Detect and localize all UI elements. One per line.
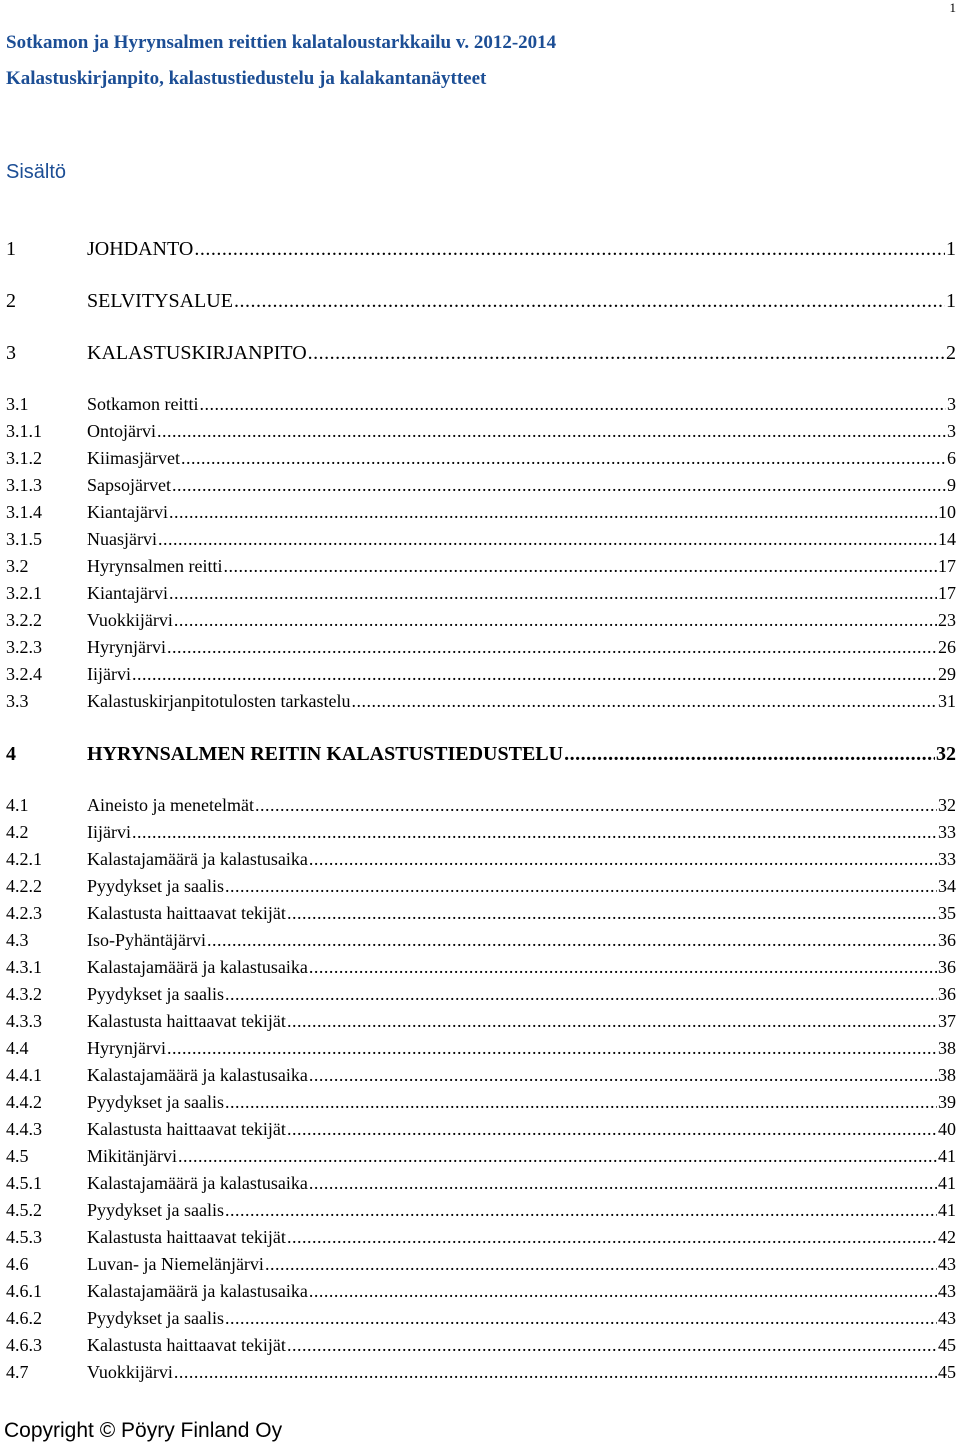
toc-entry-label: Hyrynsalmen reitti bbox=[87, 556, 223, 576]
toc-entry-label: Iijärvi bbox=[87, 822, 131, 842]
toc-dot-leader bbox=[287, 1119, 937, 1140]
toc-entry-number: 4.4.3 bbox=[6, 1119, 42, 1139]
toc-entry[interactable] bbox=[6, 930, 956, 951]
toc-entry-label: Kiimasjärvet bbox=[87, 448, 180, 468]
toc-entry-number: 3.2.3 bbox=[6, 637, 42, 657]
toc-entry-number: 4.3.2 bbox=[6, 984, 42, 1004]
toc-entry[interactable] bbox=[6, 664, 956, 685]
toc-entry[interactable] bbox=[6, 583, 956, 604]
toc-entry[interactable] bbox=[6, 637, 956, 658]
toc-entry-number: 1 bbox=[6, 238, 16, 260]
toc-entry-page: 32 bbox=[938, 795, 956, 815]
toc-entry-number: 3.1.4 bbox=[6, 502, 42, 522]
toc-entry-label: Kalastajamäärä ja kalastusaika bbox=[87, 1065, 308, 1085]
toc-entry-page: 35 bbox=[938, 903, 956, 923]
toc-entry-page: 38 bbox=[938, 1038, 956, 1058]
toc-entry-label: Mikitänjärvi bbox=[87, 1146, 177, 1166]
toc-entry[interactable] bbox=[6, 903, 956, 924]
toc-dot-leader bbox=[225, 1092, 937, 1113]
toc-dot-leader bbox=[172, 475, 946, 496]
toc-entry-page: 33 bbox=[938, 822, 956, 842]
toc-dot-leader bbox=[564, 743, 935, 766]
toc-entry-label: Hyrynjärvi bbox=[87, 1038, 166, 1058]
toc-dot-leader bbox=[132, 664, 937, 685]
toc-entry-page: 39 bbox=[938, 1092, 956, 1112]
toc-entry-number: 3.1.2 bbox=[6, 448, 42, 468]
toc-entry-page: 9 bbox=[947, 475, 956, 495]
toc-entry-number: 3.1.1 bbox=[6, 421, 42, 441]
toc-entry-page: 36 bbox=[938, 930, 956, 950]
toc-entry[interactable] bbox=[6, 1065, 956, 1086]
toc-dot-leader bbox=[167, 1038, 937, 1059]
toc-entry-number: 4.5.1 bbox=[6, 1173, 42, 1193]
toc-dot-leader bbox=[178, 1146, 937, 1167]
toc-entry-label: Kalastusta haittaavat tekijät bbox=[87, 903, 286, 923]
toc-entry-number: 3.2.1 bbox=[6, 583, 42, 603]
toc-dot-leader bbox=[194, 238, 945, 261]
toc-entry-number: 4.6.1 bbox=[6, 1281, 42, 1301]
toc-entry-number: 3.2 bbox=[6, 556, 29, 576]
toc-dot-leader bbox=[132, 822, 937, 843]
toc-entry-page: 33 bbox=[938, 849, 956, 869]
toc-entry-page: 17 bbox=[938, 583, 956, 603]
toc-dot-leader bbox=[255, 795, 937, 816]
toc-entry[interactable] bbox=[6, 1227, 956, 1248]
toc-entry-label: Pyydykset ja saalis bbox=[87, 984, 224, 1004]
toc-entry[interactable] bbox=[6, 342, 956, 365]
toc-entry[interactable] bbox=[6, 1200, 956, 1221]
toc-entry-number: 4 bbox=[6, 743, 16, 765]
toc-entry-label: Kalastusta haittaavat tekijät bbox=[87, 1119, 286, 1139]
toc-entry-page: 43 bbox=[938, 1281, 956, 1301]
toc-dot-leader bbox=[157, 421, 946, 442]
toc-entry-page: 17 bbox=[938, 556, 956, 576]
toc-entry-page: 14 bbox=[938, 529, 956, 549]
toc-entry-page: 40 bbox=[938, 1119, 956, 1139]
toc-entry-number: 4.6.2 bbox=[6, 1308, 42, 1328]
toc-entry-label: Kalastajamäärä ja kalastusaika bbox=[87, 849, 308, 869]
toc-entry-label: Pyydykset ja saalis bbox=[87, 1092, 224, 1112]
toc-entry[interactable] bbox=[6, 1011, 956, 1032]
toc-entry-label: Kalastusta haittaavat tekijät bbox=[87, 1011, 286, 1031]
toc-entry-page: 32 bbox=[936, 743, 956, 765]
toc-dot-leader bbox=[200, 394, 947, 415]
toc-dot-leader bbox=[309, 957, 937, 978]
toc-entry-label: Iijärvi bbox=[87, 664, 131, 684]
toc-entry-label: Kalastajamäärä ja kalastusaika bbox=[87, 1281, 308, 1301]
toc-entry-label: Sotkamon reitti bbox=[87, 394, 199, 414]
toc-entry-number: 4.2.3 bbox=[6, 903, 42, 923]
toc-entry[interactable] bbox=[6, 691, 956, 712]
toc-entry[interactable] bbox=[6, 822, 956, 843]
toc-entry-page: 23 bbox=[938, 610, 956, 630]
toc-entry[interactable] bbox=[6, 475, 956, 496]
toc-entry-label: Vuokkijärvi bbox=[87, 610, 173, 630]
toc-dot-leader bbox=[287, 1011, 937, 1032]
toc-entry-number: 4.1 bbox=[6, 795, 29, 815]
toc-entry-page: 26 bbox=[938, 637, 956, 657]
toc-entry-number: 4.6 bbox=[6, 1254, 29, 1274]
toc-entry-label: Vuokkijärvi bbox=[87, 1362, 173, 1382]
toc-dot-leader bbox=[225, 876, 937, 897]
toc-entry[interactable] bbox=[6, 290, 956, 313]
toc-entry-label: Hyrynjärvi bbox=[87, 637, 166, 657]
toc-entry-page: 29 bbox=[938, 664, 956, 684]
toc-dot-leader bbox=[225, 984, 937, 1005]
toc-entry-label: Ontojärvi bbox=[87, 421, 156, 441]
toc-entry-number: 4.3.1 bbox=[6, 957, 42, 977]
toc-dot-leader bbox=[223, 556, 937, 577]
toc-dot-leader bbox=[309, 1065, 937, 1086]
toc-entry[interactable] bbox=[6, 529, 956, 550]
toc-dot-leader bbox=[225, 1200, 937, 1221]
toc-dot-leader bbox=[287, 903, 937, 924]
toc-entry-number: 2 bbox=[6, 290, 16, 312]
toc-entry-label: Kalastusta haittaavat tekijät bbox=[87, 1227, 286, 1247]
toc-entry-page: 41 bbox=[938, 1200, 956, 1220]
toc-entry-label: Pyydykset ja saalis bbox=[87, 1200, 224, 1220]
document-subtitle: Kalastuskirjanpito, kalastustiedustelu ja kalakantanäytteet bbox=[6, 68, 487, 89]
toc-entry[interactable] bbox=[6, 556, 956, 577]
toc-entry-label: Kalastajamäärä ja kalastusaika bbox=[87, 1173, 308, 1193]
toc-heading: Sisältö bbox=[6, 161, 67, 183]
toc-entry-number: 4.4.2 bbox=[6, 1092, 42, 1112]
toc-entry-page: 38 bbox=[938, 1065, 956, 1085]
toc-entry-page: 43 bbox=[938, 1254, 956, 1274]
toc-entry-number: 4.7 bbox=[6, 1362, 29, 1382]
toc-entry[interactable] bbox=[6, 876, 956, 897]
toc-entry[interactable] bbox=[6, 238, 956, 261]
toc-entry[interactable] bbox=[6, 1038, 956, 1059]
toc-entry[interactable] bbox=[6, 1254, 956, 1275]
toc-entry-page: 36 bbox=[938, 984, 956, 1004]
toc-entry-number: 3.1 bbox=[6, 394, 29, 414]
toc-entry-number: 4.2.2 bbox=[6, 876, 42, 896]
toc-entry-number: 4.4.1 bbox=[6, 1065, 42, 1085]
toc-entry-number: 4.6.3 bbox=[6, 1335, 42, 1355]
toc-dot-leader bbox=[169, 583, 937, 604]
toc-entry-page: 41 bbox=[938, 1146, 956, 1166]
toc-entry-page: 42 bbox=[938, 1227, 956, 1247]
toc-entry[interactable] bbox=[6, 795, 956, 816]
toc-dot-leader bbox=[225, 1308, 937, 1329]
toc-dot-leader bbox=[287, 1335, 937, 1356]
toc-entry-number: 3.2.2 bbox=[6, 610, 42, 630]
toc-dot-leader bbox=[234, 290, 945, 313]
toc-entry[interactable] bbox=[6, 1308, 956, 1329]
toc-entry-label: Pyydykset ja saalis bbox=[87, 876, 224, 896]
toc-entry-label: Luvan- ja Niemelänjärvi bbox=[87, 1254, 264, 1274]
toc-entry[interactable] bbox=[6, 984, 956, 1005]
toc-entry-number: 4.2.1 bbox=[6, 849, 42, 869]
toc-dot-leader bbox=[265, 1254, 937, 1275]
toc-entry-label: Kalastuskirjanpitotulosten tarkastelu bbox=[87, 691, 351, 711]
toc-entry-number: 4.3 bbox=[6, 930, 29, 950]
toc-entry[interactable] bbox=[6, 1173, 956, 1194]
toc-entry-number: 4.3.3 bbox=[6, 1011, 42, 1031]
toc-entry-page: 37 bbox=[938, 1011, 956, 1031]
toc-entry-label: HYRYNSALMEN REITIN KALASTUSTIEDUSTELU bbox=[87, 743, 564, 765]
toc-entry-number: 4.4 bbox=[6, 1038, 29, 1058]
toc-entry-number: 4.5 bbox=[6, 1146, 29, 1166]
toc-entry-page: 45 bbox=[938, 1362, 956, 1382]
toc-entry-page: 6 bbox=[947, 448, 956, 468]
toc-dot-leader bbox=[309, 1281, 937, 1302]
toc-entry[interactable] bbox=[6, 1092, 956, 1113]
page-number: 1 bbox=[949, 0, 956, 15]
toc-entry-label: Nuasjärvi bbox=[87, 529, 157, 549]
toc-entry-label: Aineisto ja menetelmät bbox=[87, 795, 254, 815]
toc-entry-page: 1 bbox=[946, 238, 956, 260]
toc-entry[interactable] bbox=[6, 448, 956, 469]
toc-entry-number: 4.5.3 bbox=[6, 1227, 42, 1247]
toc-entry-number: 3.1.5 bbox=[6, 529, 42, 549]
toc-dot-leader bbox=[351, 691, 937, 712]
toc-entry-page: 3 bbox=[947, 421, 956, 441]
toc-dot-leader bbox=[287, 1227, 937, 1248]
toc-entry-page: 41 bbox=[938, 1173, 956, 1193]
toc-entry-label: JOHDANTO bbox=[87, 238, 194, 260]
toc-entry[interactable] bbox=[6, 957, 956, 978]
toc-entry-number: 4.2 bbox=[6, 822, 29, 842]
toc-entry[interactable] bbox=[6, 610, 956, 631]
toc-entry-page: 43 bbox=[938, 1308, 956, 1328]
toc-entry-number: 3.2.4 bbox=[6, 664, 42, 684]
toc-dot-leader bbox=[169, 502, 937, 523]
toc-entry-label: KALASTUSKIRJANPITO bbox=[87, 342, 307, 364]
toc-entry-page: 10 bbox=[938, 502, 956, 522]
toc-entry-label: Pyydykset ja saalis bbox=[87, 1308, 224, 1328]
toc-entry-label: Iso-Pyhäntäjärvi bbox=[87, 930, 206, 950]
toc-dot-leader bbox=[158, 529, 937, 550]
toc-entry[interactable] bbox=[6, 1146, 956, 1167]
toc-entry[interactable] bbox=[6, 421, 956, 442]
toc-entry[interactable] bbox=[6, 849, 956, 870]
toc-entry-number: 4.5.2 bbox=[6, 1200, 42, 1220]
toc-entry-page: 3 bbox=[947, 394, 956, 414]
toc-entry-label: SELVITYSALUE bbox=[87, 290, 233, 312]
toc-entry-page: 31 bbox=[938, 691, 956, 711]
toc-dot-leader bbox=[181, 448, 946, 469]
toc-dot-leader bbox=[309, 849, 937, 870]
toc-entry-number: 3.1.3 bbox=[6, 475, 42, 495]
toc-dot-leader bbox=[309, 1173, 937, 1194]
toc-entry[interactable] bbox=[6, 394, 956, 415]
toc-dot-leader bbox=[174, 1362, 937, 1383]
toc-entry-page: 1 bbox=[946, 290, 956, 312]
toc-entry-label: Kiantajärvi bbox=[87, 502, 168, 522]
document-title: Sotkamon ja Hyrynsalmen reittien kalataloustarkkailu v. 2012-2014 bbox=[6, 32, 557, 53]
toc-entry-number: 3 bbox=[6, 342, 16, 364]
toc-entry-label: Kiantajärvi bbox=[87, 583, 168, 603]
toc-entry-page: 34 bbox=[938, 876, 956, 896]
toc-dot-leader bbox=[174, 610, 937, 631]
toc-dot-leader bbox=[167, 637, 937, 658]
toc-entry-page: 36 bbox=[938, 957, 956, 977]
toc-entry-page: 45 bbox=[938, 1335, 956, 1355]
toc-dot-leader bbox=[207, 930, 937, 951]
toc-entry-page: 2 bbox=[946, 342, 956, 364]
footer-copyright: Copyright © Pöyry Finland Oy bbox=[4, 1419, 283, 1442]
toc-entry[interactable] bbox=[6, 1335, 956, 1356]
toc-entry-label: Kalastajamäärä ja kalastusaika bbox=[87, 957, 308, 977]
toc-entry-label: Sapsojärvet bbox=[87, 475, 171, 495]
toc-dot-leader bbox=[308, 342, 945, 365]
toc-entry[interactable] bbox=[6, 743, 956, 766]
toc-entry[interactable] bbox=[6, 502, 956, 523]
toc-entry[interactable] bbox=[6, 1362, 956, 1383]
toc-entry-number: 3.3 bbox=[6, 691, 29, 711]
toc-entry[interactable] bbox=[6, 1281, 956, 1302]
toc-entry-label: Kalastusta haittaavat tekijät bbox=[87, 1335, 286, 1355]
toc-entry[interactable] bbox=[6, 1119, 956, 1140]
